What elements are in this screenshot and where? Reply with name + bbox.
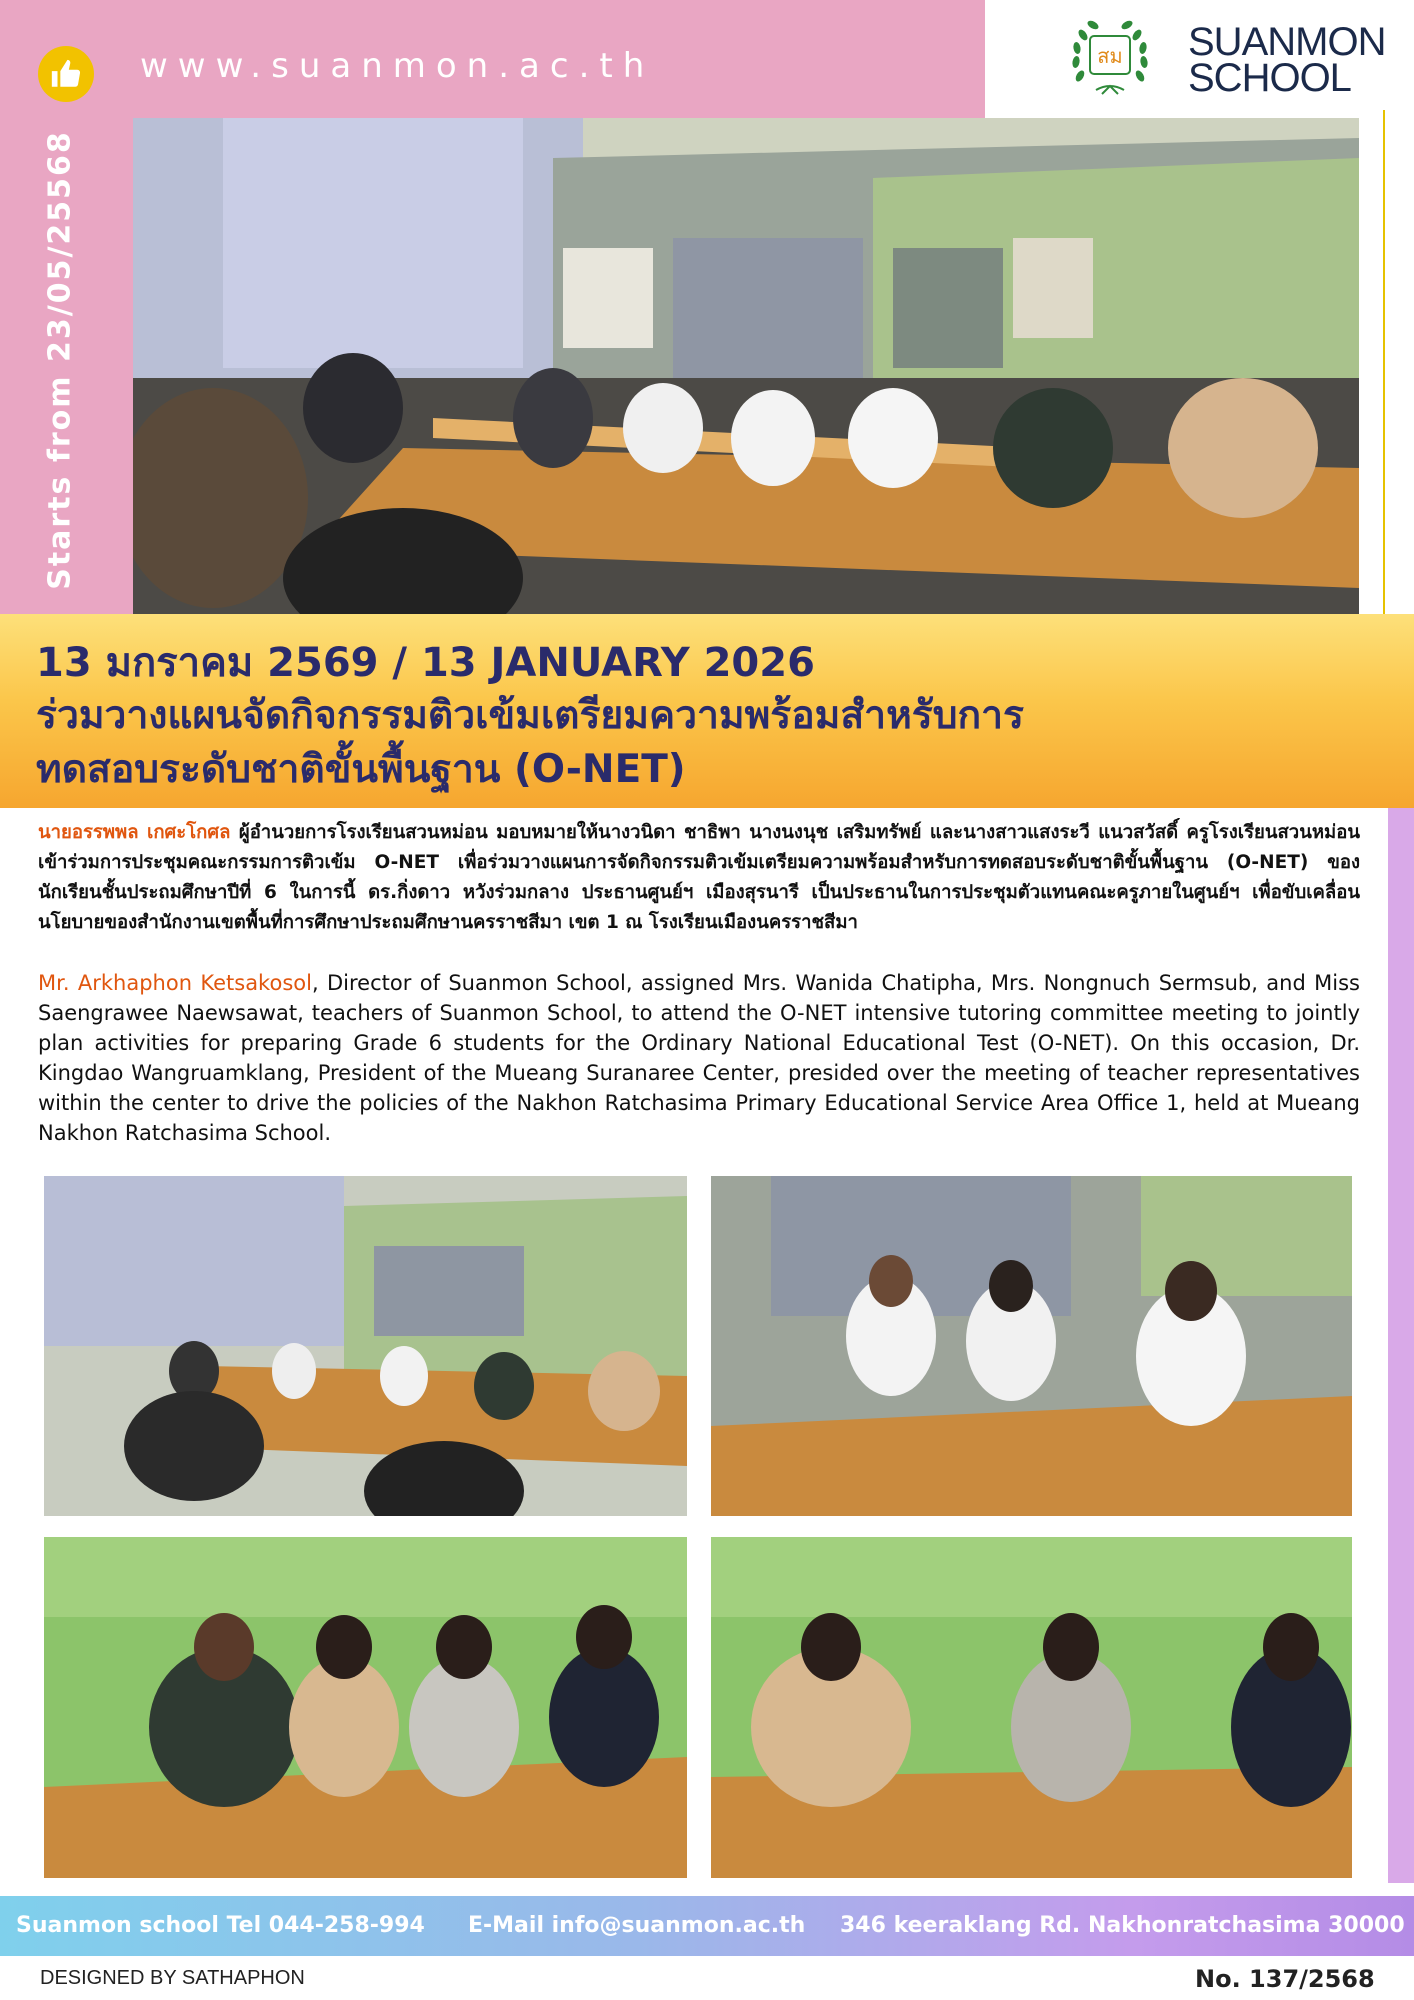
- footer-bar: [0, 1896, 1414, 1956]
- english-text: , Director of Suanmon School, assigned Mrs. Wanida Chatipha, Mrs. Nongnuch Sermsub, and Miss Saengrawee Naewsawat, teachers of Suanmon School, to attend the O-NET intensive tutoring committee meeting to jointly plan activities for preparing Grade 6 students for the Ordinary National Educational Test (O-NET). On this occasion, Dr. Kingdao Wangruamklang, President of the Mueang Suranaree Center, presided over the meeting of teacher representatives within the center to drive the policies of the Nakhon Ratchasima Primary Educational Service Area Office 1, held at Mueang Nakhon Ratchasima School.: [38, 971, 1361, 1145]
- school-logo: [1066, 10, 1154, 106]
- headline-date: 13 มกราคม 2569 / 13 JANUARY 2026: [36, 640, 815, 686]
- headline-title-line2: ทดสอบระดับชาติขั้นพื้นฐาน (O-NET): [36, 747, 686, 792]
- english-paragraph: [38, 968, 1360, 1148]
- thai-director-name: นายอรรพพล เกศะโกศล: [38, 822, 231, 843]
- photo-4: [711, 1537, 1352, 1878]
- photo-1: [44, 1176, 687, 1516]
- footer-email[interactable]: E-Mail info@suanmon.ac.th: [468, 1913, 806, 1938]
- school-name-line2: SCHOOL: [1188, 56, 1351, 100]
- footer-address: 346 keeraklang Rd. Nakhonratchasima 30000: [840, 1913, 1405, 1938]
- thai-text: ผู้อำนวยการโรงเรียนสวนหม่อน มอบหมายให้นางวนิดา ชาธิพา นางนงนุช เสริมทรัพย์ และนางสาวแสงระวี แนวสวัสดิ์ ครูโรงเรียนสวนหม่อน เข้าร่วมการประชุมคณะกรรมการติวเข้ม O-NET เพื่อร่วมวางแผนการจัดกิจกรรมติวเข้มเตรียมความพร้อมสำหรับการทดสอบระดับชาติขั้นพื้นฐาน (O-NET) ของนักเรียนชั้นประถมศึกษาปีที่ 6 ในการนี้ ดร.กิ่งดาว หวังร่วมกลาง ประธานศูนย์ฯ เมืองสุรนารี เป็นประธานในการประชุมตัวแทนคณะครูภายในศูนย์ฯ เพื่อขับเคลื่อนนโยบายของสำนักงานเขตพื้นที่การศึกษาประถมศึกษานครราชสีมา เขต 1 ณ โรงเรียนเมืองนครราชสีมา: [38, 822, 1360, 933]
- thai-paragraph: [38, 818, 1360, 938]
- accent-line: [1383, 110, 1385, 620]
- vertical-tagline: Starts from 23/05/25568: [42, 130, 78, 590]
- english-director-name: Mr. Arkhaphon Ketsakosol: [38, 971, 312, 995]
- photo-3: [44, 1537, 687, 1878]
- photo-2: [711, 1176, 1352, 1516]
- website-url[interactable]: www.suanmon.ac.th: [140, 46, 655, 86]
- headline-title-line1: ร่วมวางแผนจัดกิจกรรมติวเข้มเตรียมความพร้อมสำหรับการ: [36, 693, 1024, 738]
- footer-school-tel: Suanmon school Tel 044-258-994: [16, 1913, 425, 1938]
- main-meeting-photo: [133, 118, 1359, 614]
- svg-text:สม: สม: [1097, 44, 1123, 68]
- issue-number: No. 137/2568: [1195, 1965, 1375, 1993]
- side-strip: [1388, 808, 1414, 1883]
- school-name-line1: SUANMON: [1188, 20, 1386, 64]
- thumbs-up-icon: [38, 46, 94, 102]
- designed-by: DESIGNED BY SATHAPHON: [40, 1967, 305, 1989]
- headline-banner: [0, 614, 1414, 808]
